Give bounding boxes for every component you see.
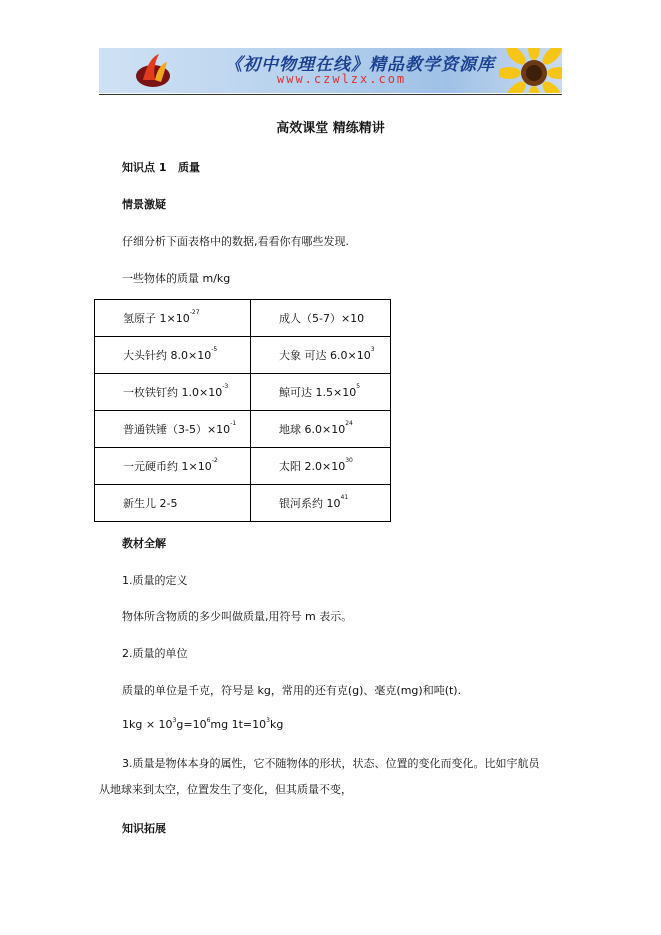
- p2-title: 2.质量的单位: [122, 647, 188, 660]
- extension-heading: 知识拓展: [122, 822, 166, 835]
- table-cell: 普通铁锤$(3-5)\times 10^{-1}$: [95, 411, 251, 448]
- p3-line2: 从地球来到太空，位置发生了变化，但其质量不变，: [99, 783, 352, 796]
- table-cell: 银河系约 $10^{41}$: [251, 485, 391, 522]
- textbook-heading: 教材全解: [122, 537, 166, 550]
- table-row: [95, 374, 391, 411]
- table-cell: 鲸可达 $1.5\times 10^5$: [251, 374, 391, 411]
- section-label: 知识点 1: [122, 161, 167, 174]
- p3-line1: 3.质量是物体本身的属性，它不随物体的形状，状态、位置的变化而变化。比如宇航员: [122, 757, 540, 770]
- table-caption: 一些物体的质量 m/kg: [122, 272, 231, 285]
- table-cell: 一枚铁钉约 $1.0\times 10^{-3}$: [95, 374, 251, 411]
- unit-conversion: $1kg \times 10^3g=10^6mg$ $1t=10^3kg$: [122, 717, 284, 731]
- table-cell: 成人（5-7）×10: [251, 300, 391, 337]
- table-row: [95, 411, 391, 448]
- table-cell: 一元硬币约 $1\times 10^{-2}$: [95, 448, 251, 485]
- table-cell: 太阳 $2.0\times 10^{30}$: [251, 448, 391, 485]
- p1-title: 1.质量的定义: [122, 574, 188, 587]
- sunflower-icon: [499, 48, 562, 93]
- table-row: [95, 300, 391, 337]
- p1-body: 物体所含物质的多少叫做质量,用符号 m 表示。: [122, 610, 353, 623]
- mass-table: [94, 299, 391, 522]
- table-cell: 大头针约 $8.0\times 10^{-5}$: [95, 337, 251, 374]
- banner-url: www.czwlzx.com: [277, 72, 407, 86]
- table-row: [95, 337, 391, 374]
- section-name: 质量: [177, 161, 200, 174]
- section-heading: [122, 159, 200, 175]
- table-cell: 氢原子 $1\times 10^{-27}$: [95, 300, 251, 337]
- table-cell: 大象 可达 $6.0\times 10^3$: [251, 337, 391, 374]
- logo-icon: [133, 50, 173, 90]
- table-row: [95, 485, 391, 522]
- table-cell: 地球 $6.0\times 10^{24}$: [251, 411, 391, 448]
- header-divider: [99, 94, 562, 95]
- banner-title: 《初中物理在线》精品教学资源库: [225, 55, 495, 75]
- table-row: [95, 448, 391, 485]
- p2-body: 质量的单位是千克，符号是 kg，常用的还有克(g)、毫克(mg)和吨(t).: [122, 684, 462, 697]
- scenario-heading: 情景激疑: [122, 198, 166, 211]
- page-title: 高效课堂 精练精讲: [276, 121, 385, 136]
- table-cell: 新生儿 2-5: [95, 485, 251, 522]
- intro-text: 仔细分析下面表格中的数据,看看你有哪些发现.: [122, 235, 349, 248]
- header-banner: [99, 48, 562, 93]
